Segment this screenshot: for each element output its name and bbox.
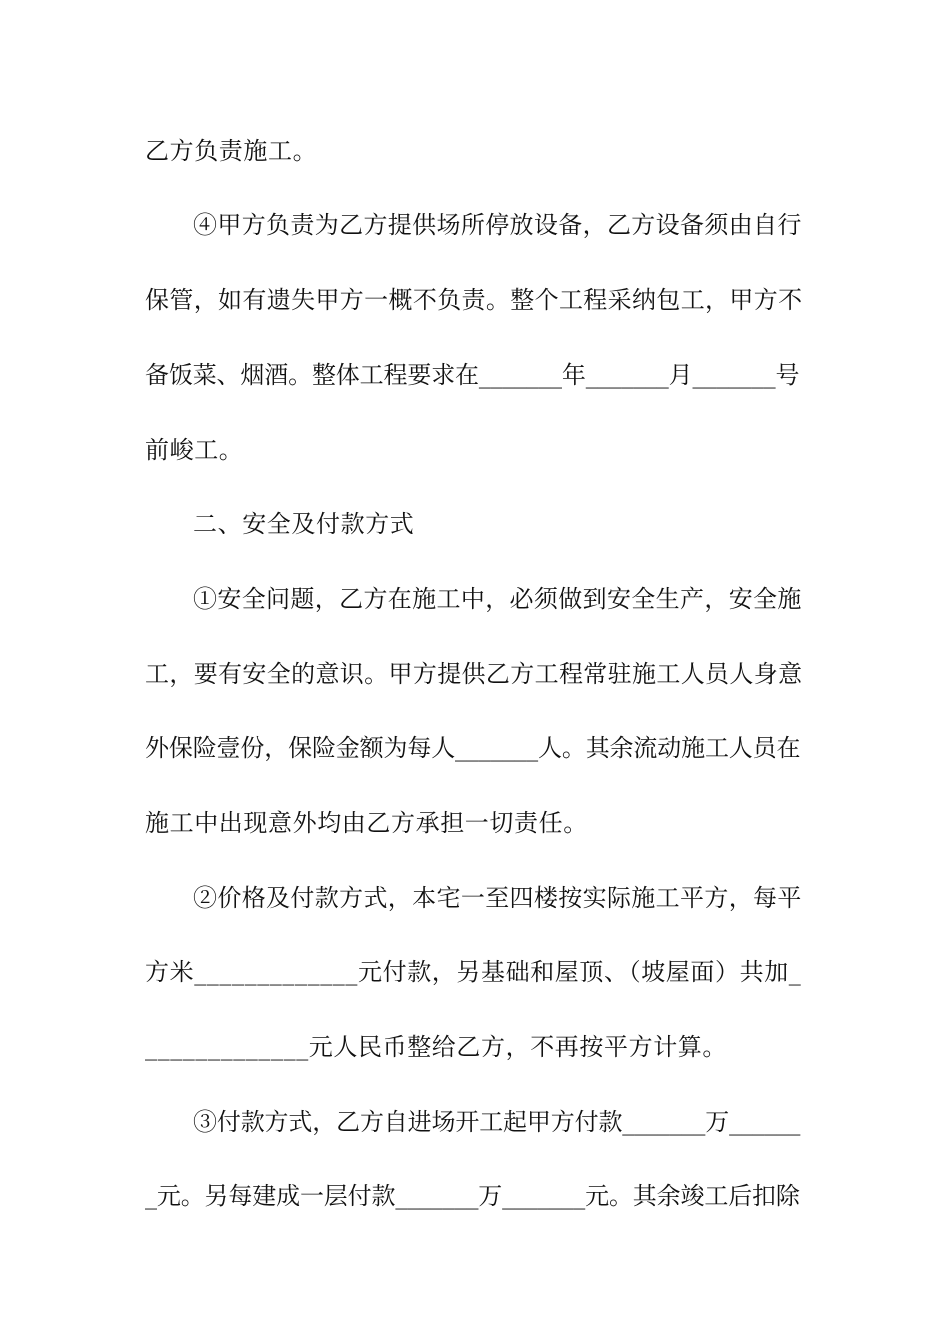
paragraph-line-4: 备饭菜、烟酒。整体工程要求在_______年_______月_______号 bbox=[145, 361, 800, 389]
section-heading: 二、安全及付款方式 bbox=[193, 510, 415, 538]
paragraph-line-7: 工，要有安全的意识。甲方提供乙方工程常驻施工人员人身意 bbox=[145, 660, 803, 688]
paragraph-line-11: 方米_____________元付款，另基础和屋顶、（坡屋面）共加_ bbox=[145, 958, 802, 986]
paragraph-line-10: ②价格及付款方式，本宅一至四楼按实际施工平方，每平 bbox=[193, 884, 802, 912]
paragraph-line-1: 乙方负责施工。 bbox=[145, 137, 318, 165]
paragraph-line-12: _____________元人民币整给乙方，不再按平方计算。 bbox=[145, 1033, 727, 1061]
paragraph-line-14: _元。另每建成一层付款_______万_______元。其余竣工后扣除 bbox=[145, 1182, 800, 1210]
paragraph-line-8: 外保险壹份，保险金额为每人_______人。其余流动施工人员在 bbox=[145, 734, 801, 762]
paragraph-line-6: ①安全问题，乙方在施工中，必须做到安全生产，安全施 bbox=[193, 585, 802, 613]
paragraph-line-2: ④甲方负责为乙方提供场所停放设备，乙方设备须由自行 bbox=[193, 211, 802, 239]
paragraph-line-9: 施工中出现意外均由乙方承担一切责任。 bbox=[145, 809, 588, 837]
paragraph-line-13: ③付款方式，乙方自进场开工起甲方付款_______万______ bbox=[193, 1108, 801, 1136]
paragraph-line-5: 前峻工。 bbox=[145, 436, 244, 464]
paragraph-line-3: 保管，如有遗失甲方一概不负责。整个工程采纳包工，甲方不 bbox=[145, 286, 803, 314]
